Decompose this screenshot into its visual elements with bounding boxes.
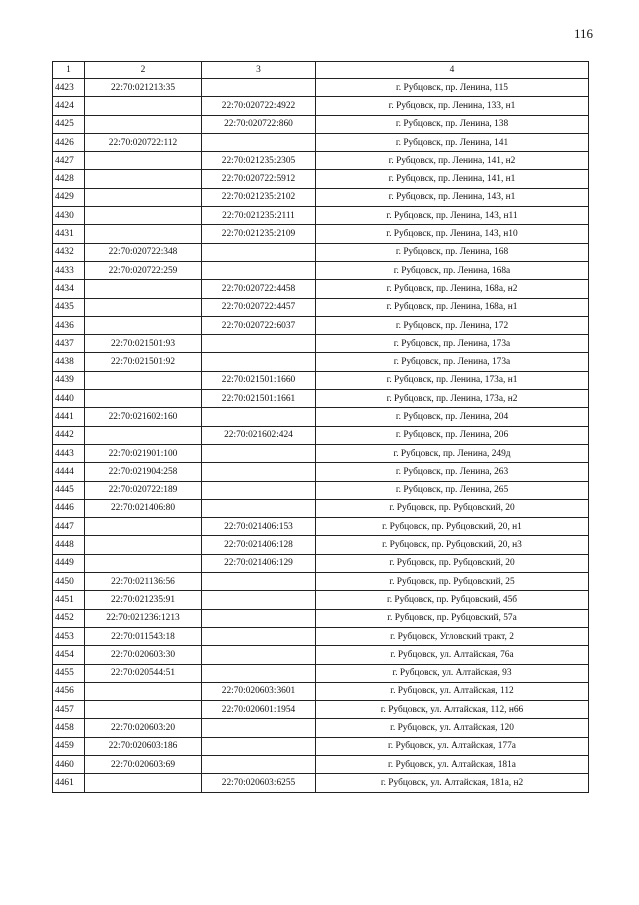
address-cell: г. Рубцовск, пр. Рубцовский, 25 bbox=[316, 573, 589, 591]
table-row bbox=[53, 554, 589, 572]
cadastral-number-cell bbox=[85, 426, 202, 444]
address-cell: г. Рубцовск, пр. Ленина, 168а bbox=[316, 261, 589, 279]
table-row bbox=[53, 426, 589, 444]
address-cell: г. Рубцовск, ул. Алтайская, 112, н66 bbox=[316, 701, 589, 719]
row-number-cell: 4455 bbox=[53, 664, 85, 682]
row-number-cell: 4460 bbox=[53, 755, 85, 773]
table-row bbox=[53, 316, 589, 334]
premises-cadastral-cell bbox=[202, 133, 316, 151]
premises-cadastral-cell bbox=[202, 755, 316, 773]
cadastral-number-cell bbox=[85, 536, 202, 554]
cadastral-number-cell bbox=[85, 554, 202, 572]
address-cell: г. Рубцовск, пр. Ленина, 168 bbox=[316, 243, 589, 261]
address-cell: г. Рубцовск, пр. Ленина, 143, н10 bbox=[316, 225, 589, 243]
premises-cadastral-cell bbox=[202, 408, 316, 426]
row-number-cell: 4438 bbox=[53, 353, 85, 371]
table-row bbox=[53, 207, 589, 225]
address-cell: г. Рубцовск, пр. Ленина, 172 bbox=[316, 316, 589, 334]
row-number-cell: 4446 bbox=[53, 499, 85, 517]
cadastral-number-cell: 22:70:020722:259 bbox=[85, 261, 202, 279]
premises-cadastral-cell: 22:70:020722:5912 bbox=[202, 170, 316, 188]
header-col-2: 2 bbox=[85, 62, 202, 79]
premises-cadastral-cell bbox=[202, 481, 316, 499]
premises-cadastral-cell: 22:70:020722:6037 bbox=[202, 316, 316, 334]
premises-cadastral-cell: 22:70:021602:424 bbox=[202, 426, 316, 444]
row-number-cell: 4457 bbox=[53, 701, 85, 719]
address-cell: г. Рубцовск, пр. Рубцовский, 57а bbox=[316, 609, 589, 627]
table-row bbox=[53, 591, 589, 609]
table-row bbox=[53, 408, 589, 426]
row-number-cell: 4426 bbox=[53, 133, 85, 151]
row-number-cell: 4432 bbox=[53, 243, 85, 261]
address-cell: г. Рубцовск, пр. Рубцовский, 20, н3 bbox=[316, 536, 589, 554]
address-cell: г. Рубцовск, пр. Ленина, 265 bbox=[316, 481, 589, 499]
row-number-cell: 4448 bbox=[53, 536, 85, 554]
address-cell: г. Рубцовск, пр. Рубцовский, 20, н1 bbox=[316, 518, 589, 536]
table-row bbox=[53, 133, 589, 151]
table-row bbox=[53, 499, 589, 517]
table-row bbox=[53, 261, 589, 279]
table-row bbox=[53, 280, 589, 298]
cadastral-number-cell: 22:70:021901:100 bbox=[85, 444, 202, 462]
address-cell: г. Рубцовск, ул. Алтайская, 181а bbox=[316, 755, 589, 773]
premises-cadastral-cell bbox=[202, 609, 316, 627]
address-cell: г. Рубцовск, ул. Алтайская, 181а, н2 bbox=[316, 774, 589, 792]
address-cell: г. Рубцовск, пр. Ленина, 204 bbox=[316, 408, 589, 426]
row-number-cell: 4461 bbox=[53, 774, 85, 792]
row-number-cell: 4452 bbox=[53, 609, 85, 627]
cadastral-number-cell: 22:70:020603:69 bbox=[85, 755, 202, 773]
address-cell: г. Рубцовск, пр. Ленина, 168а, н1 bbox=[316, 298, 589, 316]
address-cell: г. Рубцовск, пр. Ленина, 173а, н2 bbox=[316, 390, 589, 408]
premises-cadastral-cell: 22:70:020603:6255 bbox=[202, 774, 316, 792]
table-row bbox=[53, 225, 589, 243]
address-cell: г. Рубцовск, ул. Алтайская, 93 bbox=[316, 664, 589, 682]
address-cell: г. Рубцовск, пр. Ленина, 263 bbox=[316, 463, 589, 481]
address-cell: г. Рубцовск, пр. Ленина, 141 bbox=[316, 133, 589, 151]
row-number-cell: 4444 bbox=[53, 463, 85, 481]
cadastral-number-cell: 22:70:021501:92 bbox=[85, 353, 202, 371]
cadastral-number-cell bbox=[85, 207, 202, 225]
cadastral-number-cell bbox=[85, 774, 202, 792]
table-row bbox=[53, 152, 589, 170]
address-cell: г. Рубцовск, ул. Алтайская, 76а bbox=[316, 646, 589, 664]
cadastral-number-cell: 22:70:020603:30 bbox=[85, 646, 202, 664]
cadastral-number-cell bbox=[85, 298, 202, 316]
cadastral-number-cell bbox=[85, 115, 202, 133]
table-row bbox=[53, 481, 589, 499]
header-col-3: 3 bbox=[202, 62, 316, 79]
address-cell: г. Рубцовск, пр. Ленина, 249д bbox=[316, 444, 589, 462]
address-cell: г. Рубцовск, ул. Алтайская, 177а bbox=[316, 737, 589, 755]
table-row bbox=[53, 353, 589, 371]
cadastral-number-cell bbox=[85, 316, 202, 334]
address-cell: г. Рубцовск, пр. Ленина, 133, н1 bbox=[316, 97, 589, 115]
address-cell: г. Рубцовск, пр. Ленина, 173а bbox=[316, 335, 589, 353]
table-row bbox=[53, 774, 589, 792]
row-number-cell: 4439 bbox=[53, 371, 85, 389]
premises-cadastral-cell: 22:70:021501:1660 bbox=[202, 371, 316, 389]
premises-cadastral-cell bbox=[202, 499, 316, 517]
cadastral-number-cell: 22:70:021904:258 bbox=[85, 463, 202, 481]
address-cell: г. Рубцовск, пр. Ленина, 168а, н2 bbox=[316, 280, 589, 298]
address-cell: г. Рубцовск, пр. Ленина, 173а, н1 bbox=[316, 371, 589, 389]
table-row bbox=[53, 573, 589, 591]
cadastral-number-cell bbox=[85, 518, 202, 536]
cadastral-number-cell: 22:70:021501:93 bbox=[85, 335, 202, 353]
premises-cadastral-cell bbox=[202, 261, 316, 279]
premises-cadastral-cell: 22:70:020601:1954 bbox=[202, 701, 316, 719]
table-row bbox=[53, 444, 589, 462]
premises-cadastral-cell: 22:70:021235:2111 bbox=[202, 207, 316, 225]
row-number-cell: 4427 bbox=[53, 152, 85, 170]
table-row bbox=[53, 371, 589, 389]
cadastral-number-cell: 22:70:020722:189 bbox=[85, 481, 202, 499]
row-number-cell: 4425 bbox=[53, 115, 85, 133]
table-row bbox=[53, 737, 589, 755]
table-row bbox=[53, 719, 589, 737]
row-number-cell: 4443 bbox=[53, 444, 85, 462]
cadastral-number-cell bbox=[85, 701, 202, 719]
premises-cadastral-cell bbox=[202, 243, 316, 261]
address-cell: г. Рубцовск, пр. Ленина, 143, н11 bbox=[316, 207, 589, 225]
table-row bbox=[53, 536, 589, 554]
cadastral-number-cell: 22:70:021213:35 bbox=[85, 79, 202, 97]
table-row bbox=[53, 609, 589, 627]
cadastral-number-cell: 22:70:021236:1213 bbox=[85, 609, 202, 627]
premises-cadastral-cell bbox=[202, 627, 316, 645]
address-cell: г. Рубцовск, пр. Ленина, 141, н1 bbox=[316, 170, 589, 188]
address-cell: г. Рубцовск, пр. Рубцовский, 45б bbox=[316, 591, 589, 609]
row-number-cell: 4456 bbox=[53, 682, 85, 700]
cadastral-number-cell: 22:70:020722:348 bbox=[85, 243, 202, 261]
register-table bbox=[52, 61, 589, 793]
cadastral-number-cell: 22:70:020603:20 bbox=[85, 719, 202, 737]
premises-cadastral-cell bbox=[202, 79, 316, 97]
row-number-cell: 4442 bbox=[53, 426, 85, 444]
table-row bbox=[53, 298, 589, 316]
address-cell: г. Рубцовск, пр. Ленина, 143, н1 bbox=[316, 188, 589, 206]
row-number-cell: 4454 bbox=[53, 646, 85, 664]
cadastral-number-cell: 22:70:011543:18 bbox=[85, 627, 202, 645]
row-number-cell: 4441 bbox=[53, 408, 85, 426]
row-number-cell: 4449 bbox=[53, 554, 85, 572]
header-col-4: 4 bbox=[316, 62, 589, 79]
row-number-cell: 4447 bbox=[53, 518, 85, 536]
address-cell: г. Рубцовск, пр. Рубцовский, 20 bbox=[316, 499, 589, 517]
premises-cadastral-cell: 22:70:020722:4458 bbox=[202, 280, 316, 298]
cadastral-number-cell bbox=[85, 188, 202, 206]
table-row bbox=[53, 97, 589, 115]
table-row bbox=[53, 170, 589, 188]
cadastral-number-cell bbox=[85, 97, 202, 115]
table-row bbox=[53, 188, 589, 206]
cadastral-number-cell bbox=[85, 371, 202, 389]
cadastral-number-cell: 22:70:021406:80 bbox=[85, 499, 202, 517]
table-row bbox=[53, 335, 589, 353]
premises-cadastral-cell: 22:70:021406:153 bbox=[202, 518, 316, 536]
row-number-cell: 4437 bbox=[53, 335, 85, 353]
table-body bbox=[53, 79, 589, 793]
row-number-cell: 4459 bbox=[53, 737, 85, 755]
table-header-row bbox=[53, 62, 589, 79]
table-row bbox=[53, 755, 589, 773]
row-number-cell: 4434 bbox=[53, 280, 85, 298]
row-number-cell: 4430 bbox=[53, 207, 85, 225]
table-row bbox=[53, 627, 589, 645]
address-cell: г. Рубцовск, пр. Ленина, 206 bbox=[316, 426, 589, 444]
address-cell: г. Рубцовск, пр. Рубцовский, 20 bbox=[316, 554, 589, 572]
cadastral-number-cell bbox=[85, 390, 202, 408]
cadastral-number-cell bbox=[85, 152, 202, 170]
premises-cadastral-cell bbox=[202, 335, 316, 353]
cadastral-number-cell: 22:70:020544:51 bbox=[85, 664, 202, 682]
row-number-cell: 4428 bbox=[53, 170, 85, 188]
premises-cadastral-cell bbox=[202, 719, 316, 737]
premises-cadastral-cell: 22:70:020603:3601 bbox=[202, 682, 316, 700]
table-row bbox=[53, 115, 589, 133]
address-cell: г. Рубцовск, пр. Ленина, 115 bbox=[316, 79, 589, 97]
premises-cadastral-cell: 22:70:020722:4922 bbox=[202, 97, 316, 115]
row-number-cell: 4458 bbox=[53, 719, 85, 737]
table-row bbox=[53, 518, 589, 536]
cadastral-number-cell: 22:70:020722:112 bbox=[85, 133, 202, 151]
table-row bbox=[53, 682, 589, 700]
row-number-cell: 4423 bbox=[53, 79, 85, 97]
cadastral-number-cell bbox=[85, 170, 202, 188]
cadastral-number-cell: 22:70:021602:160 bbox=[85, 408, 202, 426]
table-row bbox=[53, 664, 589, 682]
premises-cadastral-cell: 22:70:021235:2305 bbox=[202, 152, 316, 170]
premises-cadastral-cell bbox=[202, 444, 316, 462]
table-row bbox=[53, 701, 589, 719]
cadastral-number-cell bbox=[85, 280, 202, 298]
header-col-1: 1 bbox=[53, 62, 85, 79]
premises-cadastral-cell: 22:70:021235:2102 bbox=[202, 188, 316, 206]
premises-cadastral-cell: 22:70:021406:129 bbox=[202, 554, 316, 572]
premises-cadastral-cell bbox=[202, 646, 316, 664]
cadastral-number-cell: 22:70:020603:186 bbox=[85, 737, 202, 755]
row-number-cell: 4433 bbox=[53, 261, 85, 279]
address-cell: г. Рубцовск, ул. Алтайская, 120 bbox=[316, 719, 589, 737]
cadastral-number-cell bbox=[85, 682, 202, 700]
table-row bbox=[53, 79, 589, 97]
row-number-cell: 4424 bbox=[53, 97, 85, 115]
premises-cadastral-cell: 22:70:021235:2109 bbox=[202, 225, 316, 243]
row-number-cell: 4451 bbox=[53, 591, 85, 609]
row-number-cell: 4435 bbox=[53, 298, 85, 316]
premises-cadastral-cell bbox=[202, 737, 316, 755]
premises-cadastral-cell: 22:70:021406:128 bbox=[202, 536, 316, 554]
table-row bbox=[53, 646, 589, 664]
address-cell: г. Рубцовск, пр. Ленина, 141, н2 bbox=[316, 152, 589, 170]
premises-cadastral-cell bbox=[202, 353, 316, 371]
table-row bbox=[53, 463, 589, 481]
address-cell: г. Рубцовск, ул. Алтайская, 112 bbox=[316, 682, 589, 700]
row-number-cell: 4429 bbox=[53, 188, 85, 206]
row-number-cell: 4440 bbox=[53, 390, 85, 408]
row-number-cell: 4445 bbox=[53, 481, 85, 499]
premises-cadastral-cell bbox=[202, 664, 316, 682]
table-row bbox=[53, 243, 589, 261]
row-number-cell: 4431 bbox=[53, 225, 85, 243]
row-number-cell: 4450 bbox=[53, 573, 85, 591]
table-row bbox=[53, 390, 589, 408]
cadastral-number-cell bbox=[85, 225, 202, 243]
premises-cadastral-cell bbox=[202, 463, 316, 481]
row-number-cell: 4453 bbox=[53, 627, 85, 645]
premises-cadastral-cell: 22:70:020722:860 bbox=[202, 115, 316, 133]
premises-cadastral-cell: 22:70:021501:1661 bbox=[202, 390, 316, 408]
page-number: 116 bbox=[573, 26, 593, 41]
address-cell: г. Рубцовск, пр. Ленина, 138 bbox=[316, 115, 589, 133]
cadastral-number-cell: 22:70:021136:56 bbox=[85, 573, 202, 591]
address-cell: г. Рубцовск, пр. Ленина, 173а bbox=[316, 353, 589, 371]
address-cell: г. Рубцовск, Угловский тракт, 2 bbox=[316, 627, 589, 645]
row-number-cell: 4436 bbox=[53, 316, 85, 334]
cadastral-number-cell: 22:70:021235:91 bbox=[85, 591, 202, 609]
premises-cadastral-cell: 22:70:020722:4457 bbox=[202, 298, 316, 316]
premises-cadastral-cell bbox=[202, 573, 316, 591]
premises-cadastral-cell bbox=[202, 591, 316, 609]
